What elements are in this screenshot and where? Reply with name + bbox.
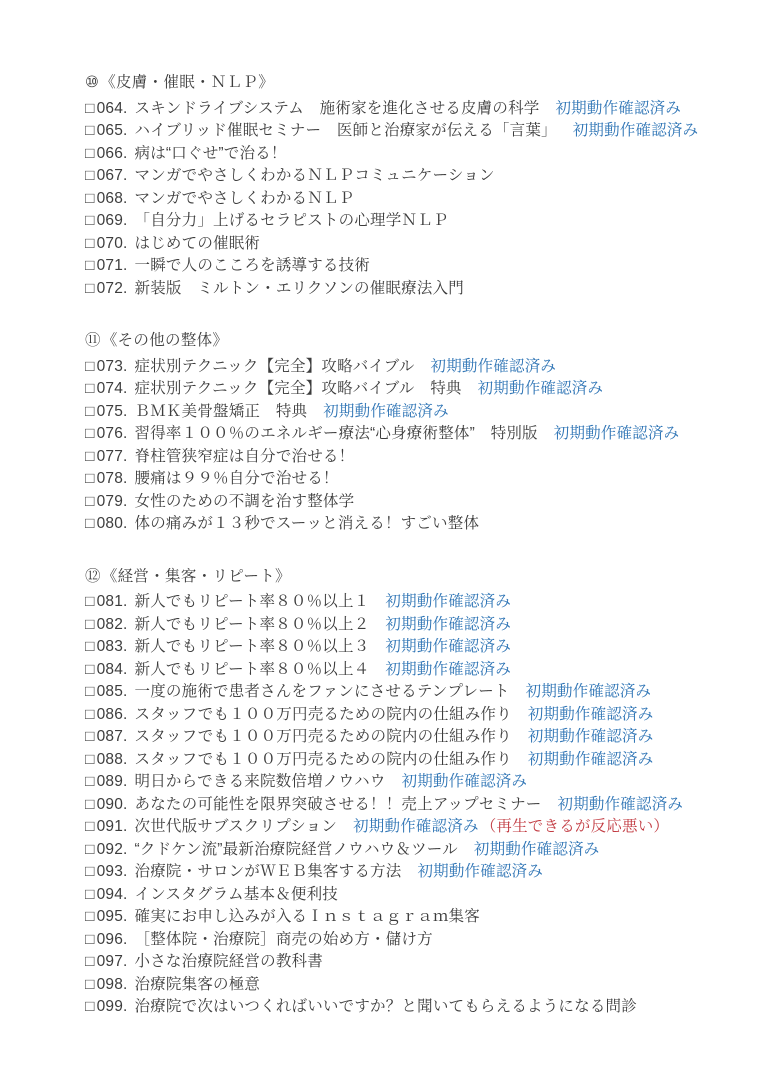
item-title: 小さな治療院経営の教科書: [134, 953, 323, 970]
item-number: 069.: [96, 212, 128, 229]
list-item: [85, 614, 754, 637]
status-label: 初期動作確認済み: [323, 402, 449, 420]
item-title: 治療院で次はいつくればいいですか？と聞いてもらえるようになる問診: [134, 998, 637, 1015]
list-item: [85, 681, 754, 704]
list-item: [85, 659, 754, 682]
item-number: 074.: [96, 380, 128, 397]
item-title: スタッフでも１００万円売るための院内の仕組み作り: [134, 728, 512, 745]
checkbox-icon: □: [85, 795, 95, 813]
item-number: 095.: [96, 908, 128, 925]
checkbox-icon: □: [85, 660, 95, 678]
item-number: 086.: [96, 705, 128, 723]
item-title: 新人でもリピート率８０％以上２: [134, 615, 370, 633]
list-item: [85, 749, 754, 772]
item-number: 076.: [96, 425, 128, 442]
status-label: 初期動作確認済み: [353, 818, 479, 835]
checkbox-icon: □: [85, 840, 95, 858]
list-item: [85, 929, 754, 952]
item-number: 075.: [96, 402, 128, 420]
list-item: [85, 906, 754, 929]
item-title: 治療院・サロンがＷＥＢ集客する方法: [134, 863, 402, 880]
checkbox-icon: □: [85, 863, 95, 880]
section-title: 《その他の整体》: [101, 332, 229, 349]
checkbox-icon: □: [85, 402, 95, 420]
list-item: [85, 468, 754, 491]
item-title: 病は“口ぐせ”で治る！: [134, 144, 287, 162]
list-item: [85, 726, 754, 749]
item-title: 一瞬で人のこころを誘導する技術: [134, 257, 371, 274]
status-label: 初期動作確認済み: [430, 357, 557, 375]
section-header: [85, 72, 754, 95]
status-label: 初期動作確認済み: [527, 705, 654, 723]
checkbox-icon: □: [85, 705, 95, 723]
checkbox-icon: □: [85, 279, 95, 297]
item-title: 症状別テクニック【完全】攻略バイブル 特典: [134, 380, 462, 397]
list-item: [85, 143, 754, 166]
item-number: 067.: [96, 167, 128, 184]
item-number: 077.: [96, 447, 128, 465]
item-number: 068.: [96, 189, 128, 207]
item-title: 女性のための不調を治す整体学: [134, 492, 355, 510]
item-title: 治療院集客の極意: [134, 975, 261, 993]
checkbox-icon: □: [85, 773, 95, 790]
item-number: 079.: [96, 492, 128, 510]
item-number: 070.: [96, 234, 128, 252]
item-title: 「自分力」上げるセラピストの心理学ＮＬＰ: [134, 212, 449, 229]
checkbox-icon: □: [85, 257, 95, 274]
item-number: 080.: [96, 515, 128, 532]
status-label: 初期動作確認済み: [385, 660, 512, 678]
list-item: [85, 704, 754, 727]
item-number: 071.: [96, 257, 128, 274]
checkbox-icon: □: [85, 750, 95, 768]
checkbox-icon: □: [85, 492, 95, 510]
checkbox-icon: □: [85, 818, 95, 835]
item-number: 088.: [96, 750, 128, 768]
list-item: [85, 861, 754, 884]
item-number: 064.: [96, 99, 128, 117]
checkbox-icon: □: [85, 380, 95, 397]
item-number: 085.: [96, 683, 128, 700]
item-number: 098.: [96, 975, 128, 993]
section: [85, 330, 754, 536]
list-item: [85, 210, 754, 233]
item-number: 082.: [96, 615, 128, 633]
checkbox-icon: □: [85, 167, 95, 184]
item-title: マンガでやさしくわかるＮＬＰコミュニケーション: [134, 167, 495, 184]
status-label: 初期動作確認済み: [385, 615, 512, 633]
list-item: [85, 794, 754, 817]
list-item: [85, 951, 754, 974]
item-number: 081.: [96, 593, 128, 610]
list-item: [85, 401, 754, 424]
status-label: 初期動作確認済み: [525, 683, 652, 700]
item-number: 092.: [96, 840, 128, 858]
checkbox-icon: □: [85, 593, 95, 610]
item-number: 072.: [96, 279, 128, 297]
list-item: [85, 591, 754, 614]
status-label: 初期動作確認済み: [555, 99, 682, 117]
list-item: [85, 974, 754, 997]
item-title: 新人でもリピート率８０％以上１: [134, 593, 370, 610]
list-item: [85, 423, 754, 446]
status-label: 初期動作確認済み: [553, 425, 680, 442]
section-number: ⑪: [85, 332, 101, 349]
status-label: 初期動作確認済み: [572, 122, 699, 139]
list-item: [85, 491, 754, 514]
item-title: ［整体院・治療院］商売の始め方・儲け方: [134, 930, 433, 948]
item-title: 脊柱管狭窄症は自分で治せる！: [134, 447, 355, 465]
item-title: スキンドライブシステム 施術家を進化させる皮膚の科学: [134, 99, 540, 117]
checkbox-icon: □: [85, 908, 95, 925]
checkbox-icon: □: [85, 615, 95, 633]
item-title: 腰痛は９９％自分で治せる！: [134, 470, 339, 487]
item-number: 094.: [96, 885, 128, 903]
list-item: [85, 839, 754, 862]
status-label: 初期動作確認済み: [417, 863, 544, 880]
list-item: [85, 120, 754, 143]
item-title: スタッフでも１００万円売るための院内の仕組み作り: [134, 750, 512, 768]
list-item: [85, 98, 754, 121]
item-title: ハイブリッド催眠セミナー 医師と治療家が伝える「言葉」: [134, 122, 557, 139]
checkbox-icon: □: [85, 930, 95, 948]
checkbox-icon: □: [85, 728, 95, 745]
status-label: 初期動作確認済み: [385, 638, 512, 655]
checkbox-icon: □: [85, 425, 95, 442]
item-title: 明日からできる来院数倍増ノウハウ: [134, 773, 386, 790]
status-label: 初期動作確認済み: [401, 773, 528, 790]
item-title: ＢＭＫ美骨盤矯正 特典: [134, 402, 308, 420]
item-title: 習得率１００％のエネルギー療法“心身療術整体” 特別版: [134, 425, 538, 442]
item-title: 症状別テクニック【完全】攻略バイブル: [134, 357, 415, 375]
section-number: ⑩: [85, 74, 100, 91]
list-item: [85, 255, 754, 278]
checkbox-icon: □: [85, 953, 95, 970]
item-title: マンガでやさしくわかるＮＬＰ: [134, 189, 355, 207]
section-title: 《経営・集客・リピート》: [101, 567, 291, 585]
status-label: 初期動作確認済み: [477, 380, 604, 397]
item-number: 089.: [96, 773, 128, 790]
list-item: [85, 165, 754, 188]
checkbox-icon: □: [85, 885, 95, 903]
status-label: 初期動作確認済み: [557, 795, 684, 813]
list-item: [85, 188, 754, 211]
item-number: 090.: [96, 795, 128, 813]
item-number: 096.: [96, 930, 128, 948]
section: [85, 566, 754, 1019]
checkbox-icon: □: [85, 189, 95, 207]
item-number: 083.: [96, 638, 128, 655]
checkbox-icon: □: [85, 683, 95, 700]
checkbox-icon: □: [85, 470, 95, 487]
list-item: [85, 356, 754, 379]
item-title: インスタグラム基本＆便利技: [134, 885, 339, 903]
list-item: [85, 816, 754, 839]
item-number: 078.: [96, 470, 128, 487]
section-header: [85, 330, 754, 353]
note-label: （再生できるが反応悪い）: [480, 818, 670, 835]
checkbox-icon: □: [85, 212, 95, 229]
checkbox-icon: □: [85, 122, 95, 139]
item-number: 099.: [96, 998, 128, 1015]
checkbox-icon: □: [85, 998, 95, 1015]
item-title: 新人でもリピート率８０％以上３: [134, 638, 370, 655]
list-item: [85, 378, 754, 401]
item-number: 065.: [96, 122, 128, 139]
item-number: 097.: [96, 953, 128, 970]
item-number: 087.: [96, 728, 128, 745]
section: [85, 72, 754, 300]
checkbox-icon: □: [85, 975, 95, 993]
item-number: 084.: [96, 660, 128, 678]
checkbox-icon: □: [85, 144, 95, 162]
item-number: 073.: [96, 357, 128, 375]
list-item: [85, 513, 754, 536]
section-title: 《皮膚・催眠・ＮＬＰ》: [100, 74, 275, 91]
item-title: 新人でもリピート率８０％以上４: [134, 660, 370, 678]
item-number: 093.: [96, 863, 128, 880]
item-title: 新装版 ミルトン・エリクソンの催眠療法入門: [134, 279, 464, 297]
checkbox-icon: □: [85, 447, 95, 465]
item-title: スタッフでも１００万円売るための院内の仕組み作り: [134, 705, 512, 723]
checkbox-icon: □: [85, 234, 95, 252]
status-label: 初期動作確認済み: [527, 728, 654, 745]
list-item: [85, 278, 754, 301]
section-number: ⑫: [85, 567, 101, 585]
checkbox-icon: □: [85, 515, 95, 532]
item-number: 091.: [96, 818, 128, 835]
list-item: [85, 884, 754, 907]
item-title: あなたの可能性を限界突破させる！！売上アップセミナー: [134, 795, 542, 813]
checkbox-icon: □: [85, 638, 95, 655]
status-label: 初期動作確認済み: [527, 750, 654, 768]
status-label: 初期動作確認済み: [385, 593, 512, 610]
item-title: はじめての催眠術: [134, 234, 261, 252]
checkbox-icon: □: [85, 99, 95, 117]
item-title: 次世代版サブスクリプション: [134, 818, 338, 835]
checkbox-icon: □: [85, 357, 95, 375]
status-label: 初期動作確認済み: [473, 840, 600, 858]
document-body: [85, 72, 754, 1019]
list-item: [85, 996, 754, 1019]
item-title: 体の痛みが１３秒でスーッと消える！すごい整体: [134, 515, 480, 532]
list-item: [85, 636, 754, 659]
item-number: 066.: [96, 144, 128, 162]
item-title: 一度の施術で患者さんをファンにさせるテンプレート: [134, 683, 510, 700]
item-title: 確実にお申し込みが入るＩｎｓｔａｇｒａｍ集客: [134, 908, 480, 925]
list-item: [85, 446, 754, 469]
section-header: [85, 566, 754, 589]
list-item: [85, 233, 754, 256]
item-title: “クドケン流”最新治療院経営ノウハウ＆ツール: [134, 840, 458, 858]
list-item: [85, 771, 754, 794]
